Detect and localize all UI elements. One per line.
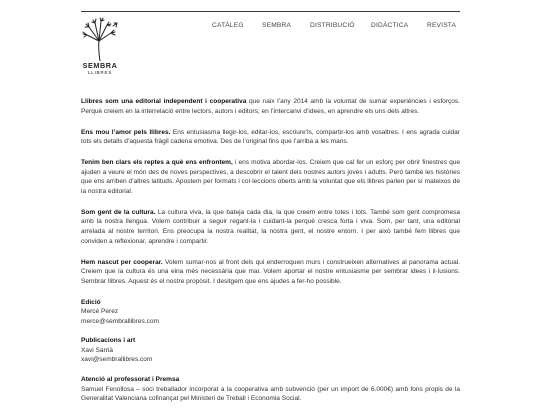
contact-person: Mercé Perez (81, 308, 119, 316)
paragraph (81, 158, 460, 196)
paragraph-lead: Llibres som una editorial independent i cooperativa (81, 98, 247, 105)
contact-person: Samuel Fenollosa – soci treballador incorporat a la cooperativa amb subvenció (per un import de 6.000€) amb fons propis de la Generalitat Valenciana cofinançat pel Ministeri de Treball i Economia Social. (81, 385, 460, 403)
paragraph (81, 258, 460, 287)
paragraph-text: La cultura viva, la que bateja cada dia, la que creem entre totes i tots. També som gent compromesa amb la nostra llengua. Volem contribuir a seguir regant-la i cuidant-la perquè cresca forta i viva. Som, per tant, una editorial arrelada al nostre territori. Ens preocupa la nostra realitat, la nostra gent, el nostre entorn. I per això també fem llibres que conviden a reflexionar, aprendre i compartir. (81, 208, 461, 245)
contact-publicacions (81, 336, 460, 365)
nav-cataleg[interactable]: CATÀLEG (212, 22, 244, 29)
paragraph-text: Ens entusiasma llegir-los, editar-los, escriure’ls, compartir-los amb vosaltres. I ens agrada cuidar tots els detalls d’aquesta fràgil cadena emotiva. Des de l’original fins que l’arriba a les mans. (81, 128, 460, 146)
brand-sub: LLIBRES (87, 70, 113, 75)
contact-professorat (81, 375, 460, 404)
nav-sembra[interactable]: SEMBRA (262, 22, 292, 29)
contact-email[interactable]: xavi@sembrallibres.com (81, 356, 153, 364)
paragraph-lead: Ens mou l’amor pels llibres. (81, 128, 171, 136)
paragraph (81, 97, 460, 116)
paragraph-lead: Tenim ben clars els reptes a què ens enfrontem, (81, 159, 233, 167)
brand-name: SEMBRA (82, 61, 118, 70)
nav-revista[interactable]: REVISTA (427, 22, 457, 29)
contact-email[interactable]: merce@sembrallibres.com (81, 317, 159, 325)
contact-heading: Edició (81, 298, 101, 306)
paragraph (81, 128, 460, 147)
about-content (81, 97, 460, 414)
contact-heading: Atenció al professorat i Premsa (81, 375, 180, 383)
contact-heading: Publicacions i art (81, 337, 136, 345)
paragraph (81, 208, 460, 246)
contact-person: Xavi Sarrià (81, 346, 114, 354)
nav-distribucio[interactable]: DISTRIBUCIÓ (310, 22, 355, 29)
header-rule (81, 11, 460, 12)
paragraph-lead: Hem nascut per cooperar. (81, 258, 163, 266)
paragraph-text: Volem sumar-nos al front dels qui enderroquen murs i construeixen alternatives al panorama actual. Creiem que la cultura és una eina més necessària que mai. Volem aportar el nostre entusiasme per sembrar idees i il·lusions. Sembrar llibres. Aquest és el nostre propòsit. I desitgem que ens ajudes a fer-ho possible. (81, 258, 460, 285)
dandelion-icon (81, 17, 121, 61)
paragraph-lead: Som gent de la cultura. (81, 208, 156, 216)
paragraph-text: que naix l’any 2014 amb la voluntat de sumar experiències i esforços. Perquè creiem en la interrelació entre lectors, autors i editors; en l’intercanvi d’idees, en aprendre els uns dels altres. (81, 98, 460, 115)
site-logo[interactable] (81, 17, 131, 77)
contact-edicio (81, 298, 460, 327)
nav-didactica[interactable]: DIDÀCTICA (371, 22, 409, 29)
paragraph-text: i ens motiva abordar-los. Creiem que cal fer un esforç per obrir finestres que ajuden a veure el món des de noves perspectives, a descobrir el talent dels nostres autors joves i adults. Però també les històries que ens arriben d’altres latituds. Apostem per formats i col·leccions oberts amb la voluntat que els llibres parlen per sí mateixos de la nostra editorial. (81, 159, 461, 195)
